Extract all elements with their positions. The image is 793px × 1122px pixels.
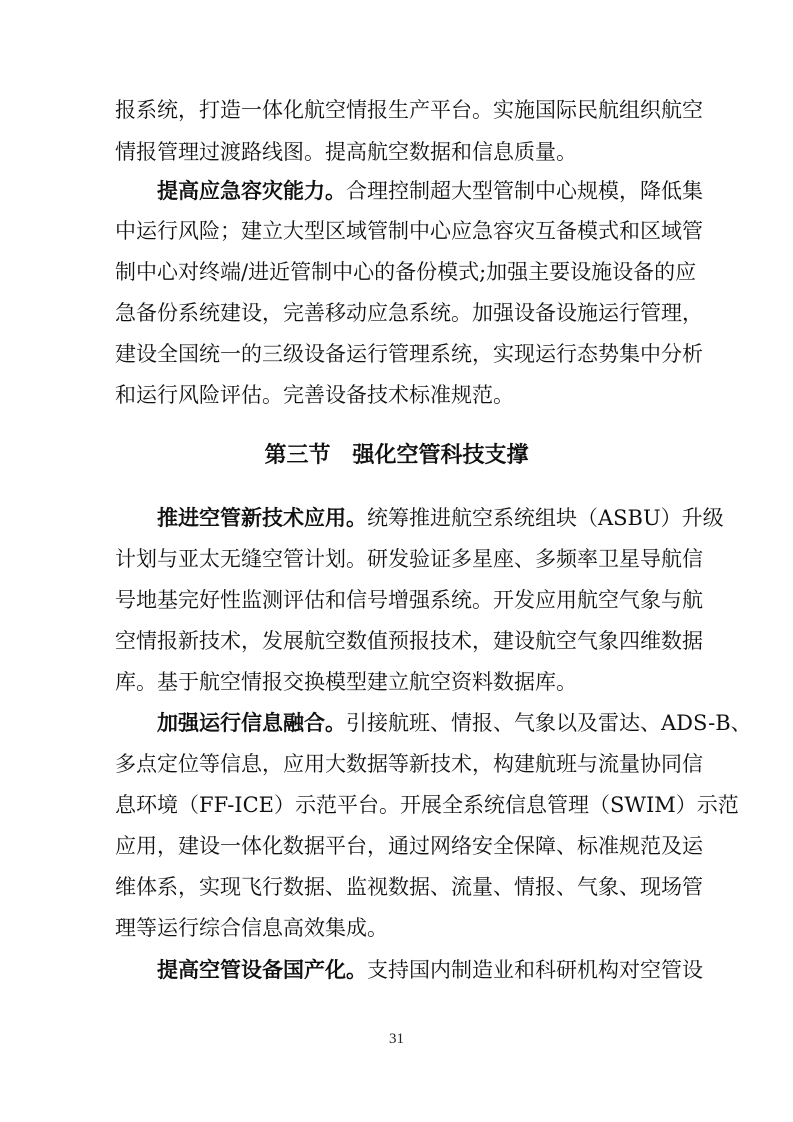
paragraph-3-first-line-rest: 统筹推进航空系统组块（ASBU）升级 bbox=[367, 506, 724, 530]
section-heading: 第三节 强化空管科技支撑 bbox=[264, 443, 529, 468]
paragraph-5-first-line-rest: 支持国内制造业和科研机构对空管设 bbox=[367, 958, 703, 982]
page-number: 31 bbox=[389, 1031, 404, 1047]
paragraph-3-line-1 bbox=[157, 503, 724, 533]
paragraph-5-line-1 bbox=[157, 955, 703, 985]
paragraph-2-line-2: 中运行风险；建立大型区域管制中心应急容灾互备模式和区域管 bbox=[115, 219, 703, 243]
paragraph-3-line-5: 库。基于航空情报交换模型建立航空资料数据库。 bbox=[115, 670, 577, 694]
paragraph-4-first-line-rest: 引接航班、情报、气象以及雷达、ADS-B、 bbox=[346, 711, 752, 735]
paragraph-4-line-6: 理等运行综合信息高效集成。 bbox=[115, 916, 388, 940]
paragraph-2-line-4: 急备份系统建设，完善移动应急系统。加强设备设施运行管理， bbox=[115, 301, 703, 325]
paragraph-3-lead: 推进空管新技术应用。 bbox=[157, 506, 367, 530]
paragraph-2-line-1 bbox=[157, 176, 703, 206]
paragraph-4-lead: 加强运行信息融合。 bbox=[157, 711, 346, 735]
paragraph-4-line-5: 维体系，实现飞行数据、监视数据、流量、情报、气象、现场管 bbox=[115, 875, 703, 899]
paragraph-3-line-4: 空情报新技术，发展航空数值预报技术，建设航空气象四维数据 bbox=[115, 629, 703, 653]
paragraph-3-line-3: 号地基完好性监测评估和信号增强系统。开发应用航空气象与航 bbox=[115, 588, 703, 612]
paragraph-3-line-2: 计划与亚太无缝空管计划。研发验证多星座、多频率卫星导航信 bbox=[115, 547, 703, 571]
paragraph-4-line-3: 息环境（FF-ICE）示范平台。开展全系统信息管理（SWIM）示范 bbox=[115, 793, 739, 817]
paragraph-1-line-1: 报系统，打造一体化航空情报生产平台。实施国际民航组织航空 bbox=[115, 98, 703, 122]
paragraph-5-lead: 提高空管设备国产化。 bbox=[157, 958, 367, 982]
paragraph-4-line-2: 多点定位等信息，应用大数据等新技术，构建航班与流量协同信 bbox=[115, 752, 703, 776]
paragraph-2-line-5: 建设全国统一的三级设备运行管理系统，实现运行态势集中分析 bbox=[115, 342, 703, 366]
paragraph-2-lead: 提高应急容灾能力。 bbox=[157, 179, 346, 203]
paragraph-4-line-1 bbox=[157, 708, 752, 738]
paragraph-2-first-line-rest: 合理控制超大型管制中心规模，降低集 bbox=[346, 179, 703, 203]
paragraph-2-line-3: 制中心对终端/进近管制中心的备份模式;加强主要设施设备的应 bbox=[115, 260, 697, 284]
paragraph-1-line-2: 情报管理过渡路线图。提高航空数据和信息质量。 bbox=[115, 140, 577, 164]
paragraph-4-line-4: 应用，建设一体化数据平台，通过网络安全保障、标准规范及运 bbox=[115, 834, 703, 858]
paragraph-2-line-6: 和运行风险评估。完善设备技术标准规范。 bbox=[115, 383, 514, 407]
